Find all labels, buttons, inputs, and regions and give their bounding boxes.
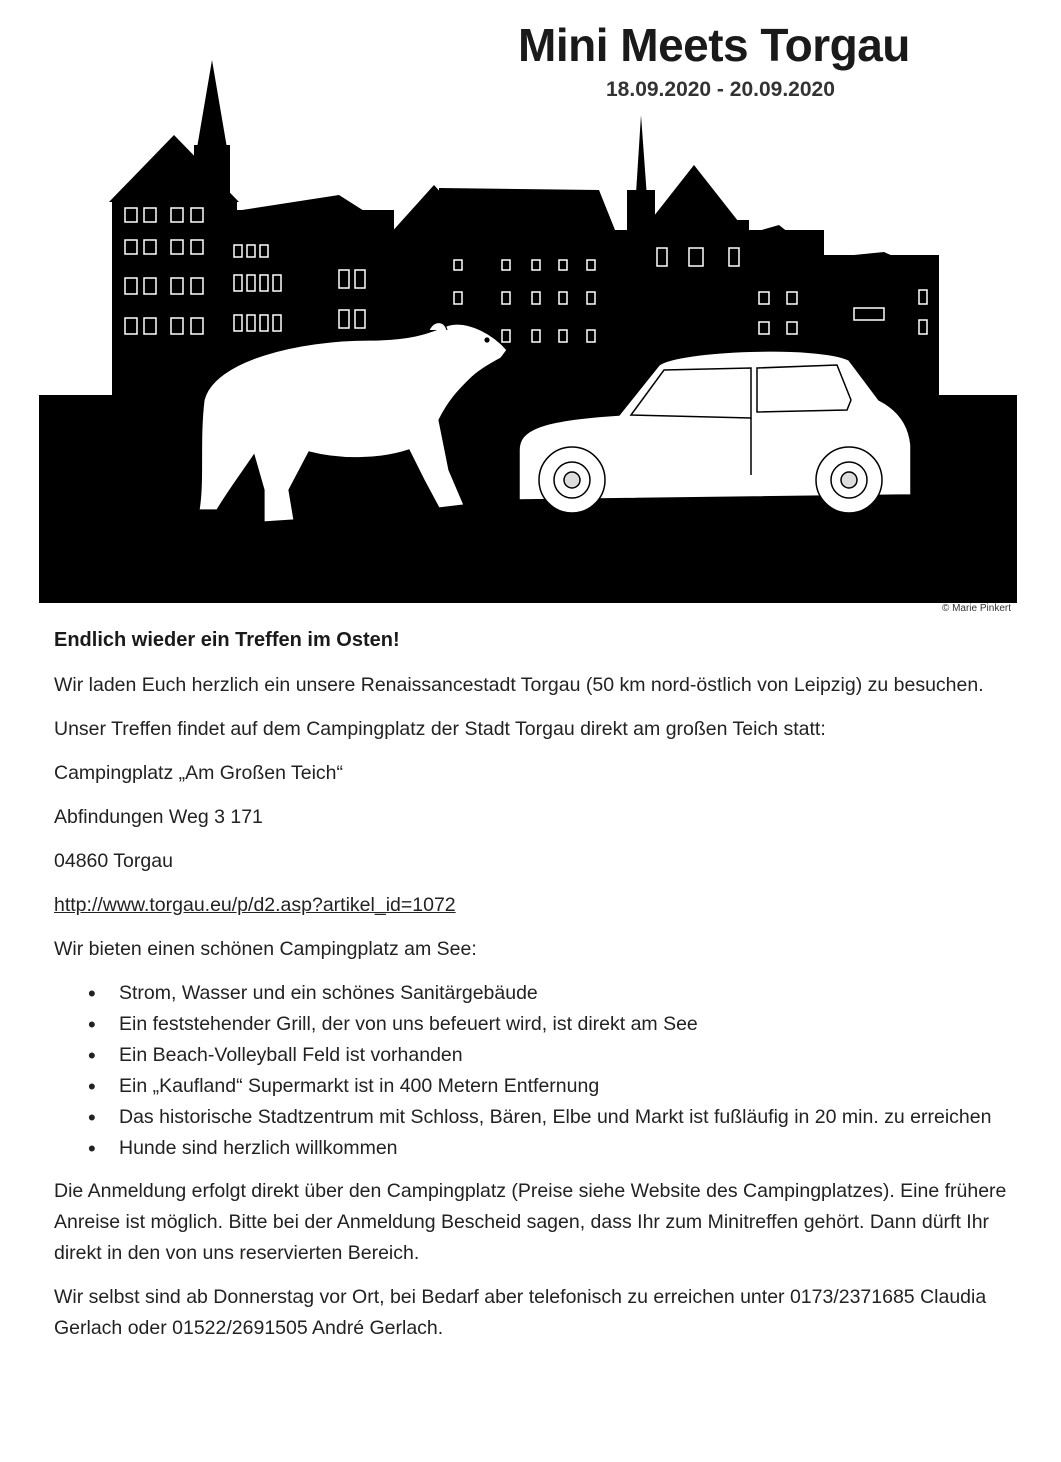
list-item: • Ein „Kaufland“ Supermarkt ist in 400 Metern Entfernung bbox=[119, 1071, 1014, 1102]
list-item: • Das historische Stadtzentrum mit Schloss, Bären, Elbe und Markt ist fußläufig in 20 min. zu erreichen bbox=[119, 1102, 1014, 1133]
venue-intro: Unser Treffen findet auf dem Campingplatz der Stadt Torgau direkt am großen Teich statt: bbox=[54, 718, 826, 740]
address-name: Campingplatz „Am Großen Teich“ bbox=[54, 762, 343, 784]
event-dates: 18.09.2020 - 20.09.2020 bbox=[606, 78, 835, 101]
offer-intro: Wir bieten einen schönen Campingplatz am See: bbox=[54, 938, 477, 960]
contact-paragraph: Wir selbst sind ab Donnerstag vor Ort, bei Bedarf aber telefonisch zu erreichen unter 0173/2371685 Claudia Gerlach oder 01522/2691505 André Gerlach. bbox=[54, 1286, 987, 1339]
address-street: Abfindungen Weg 3 171 bbox=[54, 806, 263, 828]
campsite-link[interactable]: http://www.torgau.eu/p/d2.asp?artikel_id=1072 bbox=[54, 894, 456, 916]
offer-list bbox=[54, 978, 1014, 1164]
image-credit: © Marie Pinkert bbox=[941, 603, 1011, 614]
hero-illustration bbox=[39, 40, 1017, 603]
document-body bbox=[54, 625, 1014, 1357]
list-item: • Strom, Wasser und ein schönes Sanitärgebäude bbox=[119, 978, 1014, 1009]
address-city: 04860 Torgau bbox=[54, 850, 173, 872]
list-item: • Ein feststehender Grill, der von uns befeuert wird, ist direkt am See bbox=[119, 1009, 1014, 1040]
main-heading: Endlich wieder ein Treffen im Osten! bbox=[54, 629, 400, 651]
list-item: • Hunde sind herzlich willkommen bbox=[119, 1133, 1014, 1164]
poster-title: Mini Meets Torgau bbox=[518, 19, 910, 71]
list-item: • Ein Beach-Volleyball Feld ist vorhanden bbox=[119, 1040, 1014, 1071]
intro-paragraph: Wir laden Euch herzlich ein unsere Renaissancestadt Torgau (50 km nord-östlich von Leipzig) zu besuchen. bbox=[54, 674, 984, 696]
registration-paragraph: Die Anmeldung erfolgt direkt über den Campingplatz (Preise siehe Website des Campingplatzes). Eine frühere Anreise ist möglich. Bitte bei der Anmeldung Bescheid sagen, dass Ihr zum Minitreffen gehört. Dann dürft Ihr direkt in den von uns reservierten Bereich. bbox=[54, 1180, 1007, 1264]
